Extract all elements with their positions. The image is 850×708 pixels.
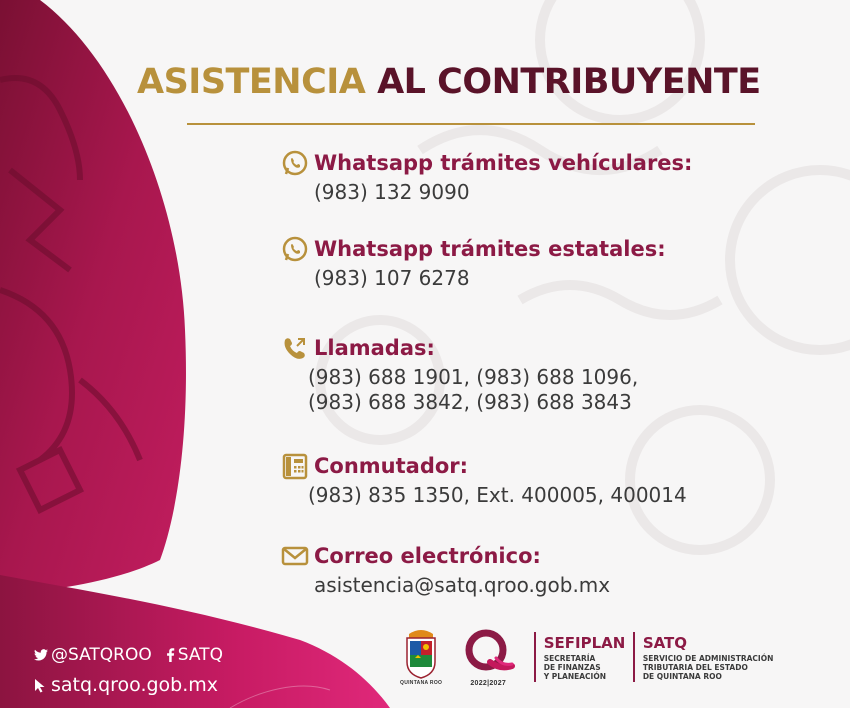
contact-value[interactable]: (983) 132 9090 (314, 180, 470, 204)
state-seal-icon (401, 628, 441, 680)
government-caption: 2022|2027 (470, 679, 507, 687)
contact-label: Whatsapp trámites estatales: (314, 237, 666, 261)
phone-icon (280, 333, 310, 363)
logo-divider (633, 632, 635, 682)
contact-value-line-1[interactable]: (983) 688 1901, (983) 688 1096, (308, 365, 639, 389)
sefiplan-line: SECRETARÍA (543, 653, 596, 663)
contact-correo (280, 541, 610, 598)
whatsapp-icon (280, 148, 310, 178)
website-url: satq.qroo.gob.mx (51, 674, 219, 696)
footer-logos (400, 622, 773, 692)
footer-social (34, 645, 223, 696)
contact-conmutador (280, 451, 687, 508)
website-link[interactable] (34, 674, 223, 696)
satq-name: SATQ (642, 633, 688, 652)
title-divider (187, 123, 755, 125)
facebook-handle: SATQ (177, 645, 223, 665)
contact-label: Correo electrónico: (314, 544, 541, 568)
satq-line: DE QUINTANA ROO (642, 671, 722, 681)
sefiplan-logo (544, 634, 626, 681)
whatsapp-icon (280, 234, 310, 264)
government-q-icon (460, 628, 516, 680)
satq-logo (643, 634, 774, 681)
state-seal-caption: QUINTANA ROO (400, 680, 443, 686)
contact-whatsapp-estatales (280, 234, 666, 291)
contact-label: Llamadas: (314, 336, 435, 360)
contact-value[interactable]: (983) 835 1350, Ext. 400005, 400014 (308, 483, 687, 507)
sefiplan-name: SEFIPLAN (543, 633, 626, 652)
contact-llamadas (280, 333, 638, 415)
contact-label: Conmutador: (314, 454, 469, 478)
email-icon (280, 541, 310, 571)
government-logo (460, 628, 516, 687)
twitter-link[interactable] (34, 645, 152, 665)
sefiplan-line: Y PLANEACIÓN (543, 671, 606, 681)
twitter-handle: @SATQROO (51, 645, 152, 665)
facebook-icon (166, 648, 175, 662)
contact-value[interactable]: asistencia@satq.qroo.gob.mx (314, 573, 611, 597)
contact-whatsapp-vehicular (280, 148, 692, 205)
state-seal-logo (400, 628, 442, 686)
twitter-icon (34, 649, 48, 661)
title-highlight: ASISTENCIA (137, 62, 366, 102)
page-title (137, 62, 761, 102)
satq-line: TRIBUTARIA DEL ESTADO (642, 662, 748, 672)
logo-divider (534, 632, 536, 682)
sefiplan-line: DE FINANZAS (543, 662, 601, 672)
title-rest: AL CONTRIBUYENTE (377, 62, 761, 102)
contact-value-line-2[interactable]: (983) 688 3842, (983) 688 3843 (308, 390, 632, 414)
facebook-link[interactable] (166, 645, 223, 665)
switchboard-icon (280, 451, 310, 481)
satq-line: SERVICIO DE ADMINISTRACIÓN (642, 653, 774, 663)
cursor-icon (34, 678, 46, 693)
contact-value[interactable]: (983) 107 6278 (314, 266, 470, 290)
contact-label: Whatsapp trámites vehículares: (314, 151, 693, 175)
